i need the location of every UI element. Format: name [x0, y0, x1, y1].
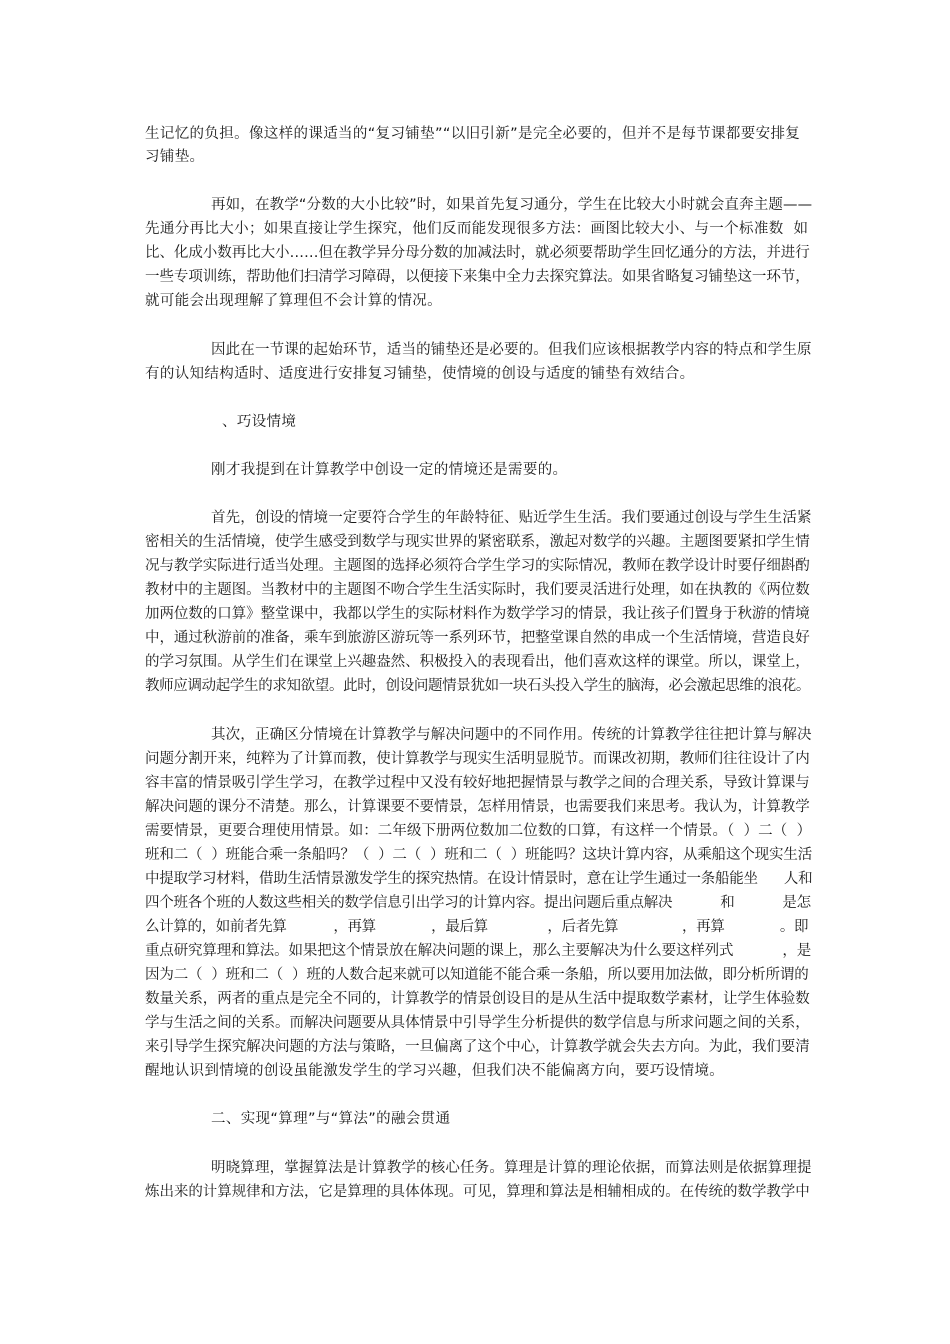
- paragraph-6-line-8: 四个班各个班的人数这些相关的数学信息引出学习的计算内容。提出问题后重点解决 和 是怎: [145, 895, 811, 911]
- paragraph-1-line-1: 生记忆的负担。像这样的课适当的“复习铺垫”“以旧引新”是完全必要的，但并不是每节课都要安排复: [145, 126, 801, 142]
- paragraph-5-line-3: 况与教学实际进行适当处理。主题图的选择必须符合学生学习的实际情况，教师在教学设计时要仔细斟酌: [145, 558, 810, 574]
- paragraph-6-line-10: 重点研究算理和算法。如果把这个情景放在解决问题的课上，那么主要解决为什么要这样列式 ，是: [145, 943, 812, 959]
- paragraph-2-line-3: 比、化成小数再比大小……但在教学异分母分数的加减法时，就必须要帮助学生回忆通分的方法，并进行: [145, 245, 810, 261]
- paragraph-5-line-2: 密相关的生活情境，使学生感受到数学与现实世界的紧密联系，激起对数学的兴趣。主题图要紧扣学生情: [145, 534, 810, 550]
- paragraph-6-line-9: 么计算的，如前者先算 ，再算 ，最后算 ，后者先算 ，再算 。即: [145, 919, 809, 935]
- paragraph-6-line-7: 中提取学习材料，借助生活情景激发学生的探究热情。在设计情景时，意在让学生通过一条船能坐 人和: [145, 871, 813, 887]
- paragraph-6-line-5: 需要情景，更要合理使用情景。如：二年级下册两位数加二位数的口算，有这样一个情景。（ ）二（ ）: [145, 823, 812, 839]
- paragraph-2-line-5: 就可能会出现理解了算理但不会计算的情况。: [145, 293, 442, 309]
- paragraph-5-line-8: 教师应调动起学生的求知欲望。此时，创设问题情景犹如一块石头投入学生的脑海，必会激起思维的浪花。: [145, 678, 811, 694]
- paragraph-6-line-3: 容丰富的情景吸引学生学习，在教学过程中又没有较好地把握情景与教学之间的合理关系，导致计算课与: [145, 775, 810, 791]
- paragraph-5-line-5: 加两位数的口算》整堂课中，我都以学生的实际材料作为数学学习的情景，我让孩子们置身于秋游的情境: [145, 606, 810, 622]
- paragraph-6-line-14: 来引导学生探究解决问题的方法与策略，一旦偏离了这个中心，计算教学就会失去方向。为此，我们要清: [145, 1039, 810, 1055]
- paragraph-6-line-12: 数量关系，两者的重点是完全不同的，计算教学的情景创设目的是从生活中提取数学素材，让学生体验数: [145, 991, 810, 1007]
- paragraph-2-line-4: 一些专项训练，帮助他们扫清学习障碍，以便接下来集中全力去探究算法。如果省略复习铺垫这一环节，: [145, 269, 810, 285]
- paragraph-5-line-1: 首先，创设的情境一定要符合学生的年龄特征、贴近学生生活。我们要通过创设与学生生活紧: [211, 510, 812, 526]
- paragraph-5-line-4: 教材中的主题图。当教材中的主题图不吻合学生生活实际时，我们要灵活进行处理，如在执教的《两位数: [145, 582, 810, 598]
- paragraph-2-line-1: 再如，在教学“分数的大小比较”时，如果首先复习通分，学生在比较大小时就会直奔主题——: [211, 197, 813, 213]
- paragraph-1-line-2: 习铺垫。: [145, 149, 205, 165]
- paragraph-3-line-2: 有的认知结构适时、适度进行安排复习铺垫，使情境的创设与适度的铺垫有效结合。: [145, 366, 695, 382]
- paragraph-5-line-7: 的学习氛围。从学生们在课堂上兴趣盎然、积极投入的表现看出，他们喜欢这样的课堂。所以，课堂上，: [145, 654, 810, 670]
- paragraph-6-line-6: 班和二（ ）班能合乘一条船吗？（ ）二（ ）班和二（ ）班能吗？这块计算内容，从乘船这个现实生活: [145, 847, 813, 863]
- paragraph-6-line-15: 醒地认识到情境的创设虽能激发学生的学习兴趣，但我们决不能偏离方向，要巧设情境。: [145, 1063, 725, 1079]
- paragraph-5-line-6: 中，通过秋游前的准备，乘车到旅游区游玩等一系列环节，把整堂课自然的串成一个生活情境，营造良好: [145, 630, 810, 646]
- paragraph-6-line-4: 解决问题的课分不清楚。那么，计算课要不要情景，怎样用情景，也需要我们来思考。我认为，计算教学: [145, 799, 810, 815]
- paragraph-6-line-1: 其次，正确区分情境在计算教学与解决问题中的不同作用。传统的计算教学往往把计算与解决: [211, 727, 812, 743]
- paragraph-7-line-2: 炼出来的计算规律和方法，它是算理的具体体现。可见，算理和算法是相辅相成的。在传统的数学教学中: [145, 1184, 810, 1200]
- paragraph-6-line-13: 学与生活之间的关系。而解决问题要从具体情景中引导学生分析提供的数学信息与所求问题之间的关系，: [145, 1015, 810, 1031]
- section-heading-2: 二、实现“算理”与“算法”的融会贯通: [211, 1111, 451, 1127]
- paragraph-6-line-11: 因为二（ ）班和二（ ）班的人数合起来就可以知道能不能合乘一条船，所以要用加法做，即分析所谓的: [145, 967, 809, 983]
- paragraph-3-line-1: 因此在一节课的起始环节，适当的铺垫还是必要的。但我们应该根据教学内容的特点和学生原: [211, 342, 812, 358]
- paragraph-7-line-1: 明晓算理，掌握算法是计算教学的核心任务。算理是计算的理论依据，而算法则是依据算理提: [211, 1160, 812, 1176]
- section-heading-1: 、巧设情境: [222, 414, 297, 430]
- paragraph-2-line-2: 先通分再比大小；如果直接让学生探究，他们反而能发现很多方法：画图比较大小、与一个标准数 如: [145, 221, 809, 237]
- paragraph-6-line-2: 问题分割开来，纯粹为了计算而教，使计算教学与现实生活明显脱节。而课改初期，教师们往往设计了内: [145, 751, 810, 767]
- paragraph-4-line-1: 刚才我提到在计算教学中创设一定的情境还是需要的。: [211, 462, 568, 478]
